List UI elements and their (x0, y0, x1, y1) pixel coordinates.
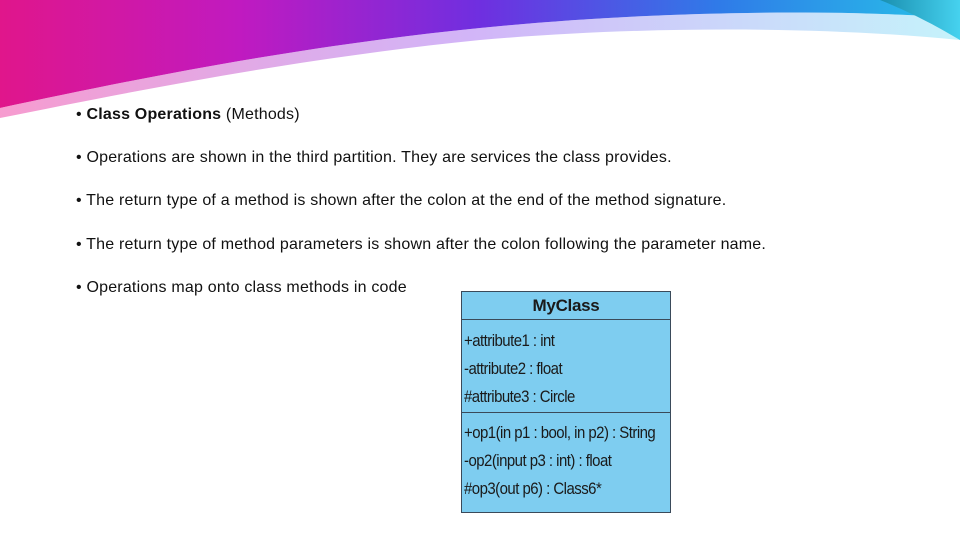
uml-attribute: +attribute1 : int (464, 331, 555, 350)
bullet-item-return-type-params (76, 236, 766, 254)
uml-operation: #op3(out p6) : Class6* (464, 479, 602, 498)
bullet-text: The return type of a method is shown after the colon at the end of the method signature. (86, 192, 727, 209)
bullet-text: (Methods) (221, 106, 300, 123)
bullet-marker: • (76, 106, 82, 123)
bullet-item-class-operations (76, 106, 300, 124)
bullet-text: Operations map onto class methods in code (86, 279, 407, 296)
uml-operation: +op1(in p1 : bool, in p2) : String (464, 423, 656, 442)
bullet-marker: • (76, 192, 82, 209)
uml-operation: -op2(input p3 : int) : float (464, 451, 612, 470)
bullet-text: Operations are shown in the third partition. They are services the class provides. (86, 149, 672, 166)
bullet-bold-text: Class Operations (86, 106, 222, 123)
bullet-item-map-to-code (76, 279, 407, 297)
bullet-text: The return type of method parameters is shown after the colon following the parameter name. (86, 236, 767, 253)
uml-attribute: #attribute3 : Circle (464, 387, 575, 406)
bullet-marker: • (76, 149, 82, 166)
bullet-item-third-partition (76, 149, 672, 167)
uml-class-name: MyClass (462, 292, 670, 320)
bullet-marker: • (76, 236, 82, 253)
uml-attributes-partition (462, 320, 670, 413)
bullet-item-return-type-method (76, 192, 726, 210)
bullet-marker: • (76, 279, 82, 296)
uml-attribute: -attribute2 : float (464, 359, 563, 378)
uml-class-box (461, 291, 671, 513)
uml-operations-partition (462, 413, 670, 503)
